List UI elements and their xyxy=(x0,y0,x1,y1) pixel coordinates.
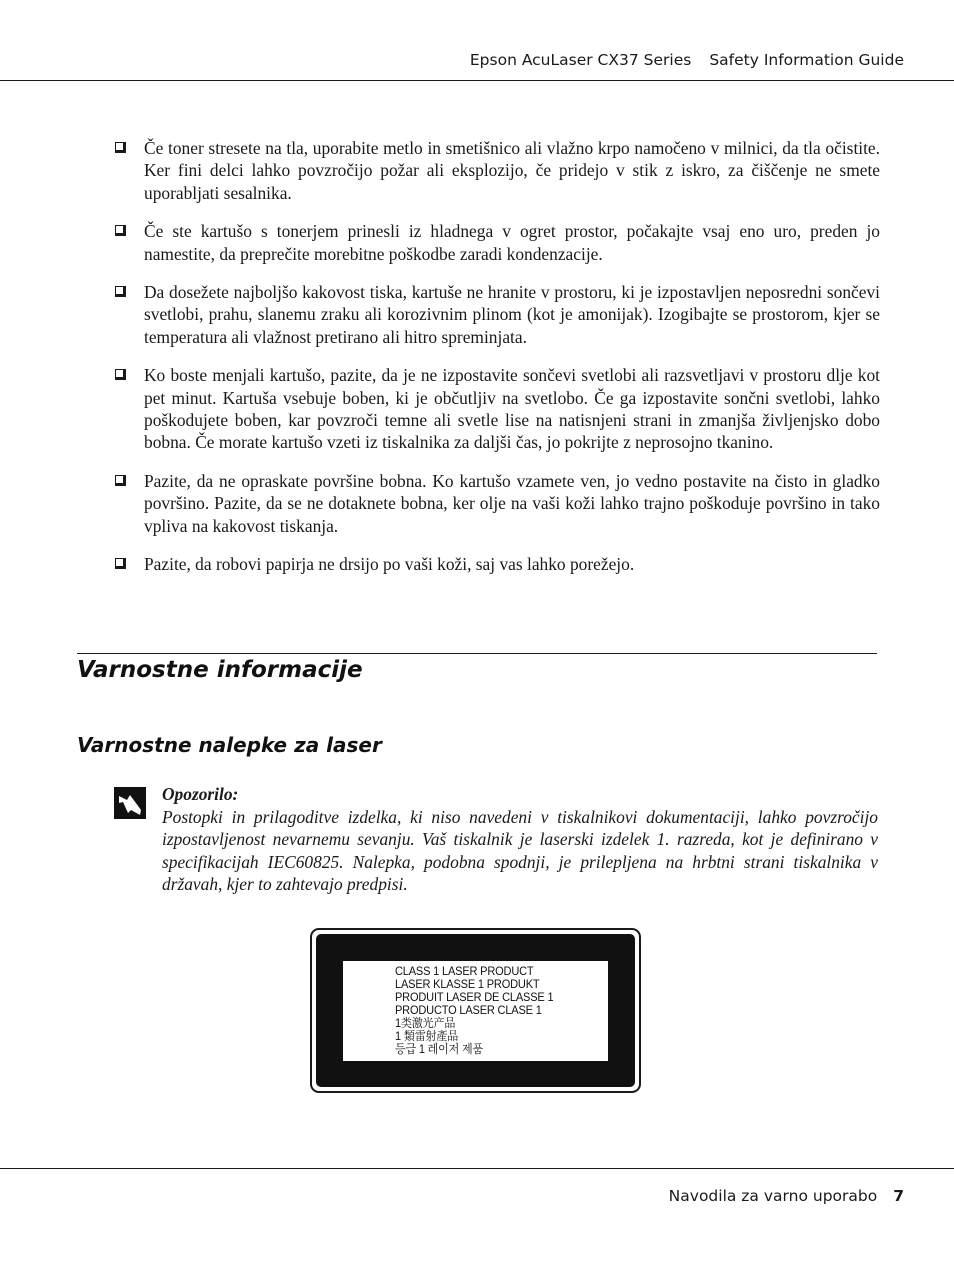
list-item: Da dosežete najboljšo kakovost tiska, kartuše ne hranite v prostoru, ki je izpostavljen neposredni sončevi svetlobi, prahu, slanemu zraku ali korozivnim plinom (kot je amonijak). Izogibajte se prostorom, kjer se temperatura ali vlažnost pretirano ali hitro spreminjata. xyxy=(115,281,880,348)
checkbox-bullet-icon xyxy=(115,558,126,569)
list-item: Če ste kartušo s tonerjem prinesli iz hladnega v ogret prostor, počakajte vsaj eno uro, preden jo namestite, da preprečite morebitne poškodbe zaradi kondenzacije. xyxy=(115,220,880,265)
page-number: 7 xyxy=(893,1187,904,1205)
footer-divider xyxy=(0,1168,954,1169)
laser-safety-label xyxy=(310,928,641,1093)
lightning-warning-icon xyxy=(114,787,146,819)
list-item: Pazite, da robovi papirja ne drsijo po vaši koži, saj vas lahko porežejo. xyxy=(115,553,880,575)
section-divider xyxy=(77,653,877,654)
warning-title: Opozorilo: xyxy=(162,784,239,804)
list-item: Ko boste menjali kartušo, pazite, da je ne izpostavite sončevi svetlobi ali razsvetljavi v prostoru dlje kot pet minut. Kartuša vsebuje boben, ki je občutljiv na svetlobo. Če ga izpostavite sončni svetlobi, lahko poškodujete boben, kar povzroči temne ali svetle lise na natisnjeni strani in zmanjša življenjsko dobo bobna. Če morate kartušo vzeti iz tiskalnika za daljši čas, jo pokrijte z neprosojno tkanino. xyxy=(115,364,880,454)
header-product: Epson AcuLaser CX37 Series xyxy=(469,51,692,69)
section-subtitle: Varnostne nalepke za laser xyxy=(77,733,382,757)
label-line: PRODUCTO LASER CLASE 1 xyxy=(395,1003,542,1017)
checkbox-bullet-icon xyxy=(115,225,126,236)
page-footer xyxy=(669,1187,904,1205)
list-item: Če toner stresete na tla, uporabite metlo in smetišnico ali vlažno krpo namočeno v milnici, da tla očistite. Ker fini delci lahko povzročijo požar ali eksplozijo, če pridejo v stik z iskro, za čiščenje ne smete uporabljati sesalnika. xyxy=(115,137,880,204)
label-line: 등급 1 레이저 제품 xyxy=(395,1042,483,1056)
label-line: CLASS 1 LASER PRODUCT xyxy=(395,964,534,978)
label-line: 1 類雷射產品 xyxy=(395,1029,459,1043)
label-border xyxy=(316,934,635,1087)
precaution-list xyxy=(115,137,880,592)
label-panel xyxy=(343,961,608,1061)
label-text xyxy=(395,965,567,1056)
section-title: Varnostne informacije xyxy=(77,657,363,683)
label-line: 1类激光产品 xyxy=(395,1016,456,1030)
list-item: Pazite, da ne opraskate površine bobna. Ko kartušo vzamete ven, jo vedno postavite na čisto in gladko površino. Pazite, da se ne dotaknete bobna, ker olje na vaši koži lahko trajno poškoduje površino in tako vpliva na kakovost tiskanja. xyxy=(115,470,880,537)
label-line: PRODUIT LASER DE CLASSE 1 xyxy=(395,990,554,1004)
page-header xyxy=(470,51,904,69)
checkbox-bullet-icon xyxy=(115,369,126,380)
header-divider xyxy=(0,80,954,81)
label-line: LASER KLASSE 1 PRODUKT xyxy=(395,977,540,991)
warning-text: Postopki in prilagoditve izdelka, ki niso navedeni v tiskalnikovi dokumentaciji, lahko povzročijo izpostavljenost nevarnemu sevanju. Vaš tiskalnik je laserski izdelek 1. razreda, kot je definirano v specifikacijah IEC60825. Nalepka, podobna spodnji, je prilepljena na hrbtni strani tiskalnika v državah, kjer to zahtevajo predpisi. xyxy=(162,807,878,895)
header-guide: Safety Information Guide xyxy=(709,51,904,69)
checkbox-bullet-icon xyxy=(115,142,126,153)
checkbox-bullet-icon xyxy=(115,286,126,297)
checkbox-bullet-icon xyxy=(115,475,126,486)
footer-title: Navodila za varno uporabo xyxy=(668,1187,878,1205)
